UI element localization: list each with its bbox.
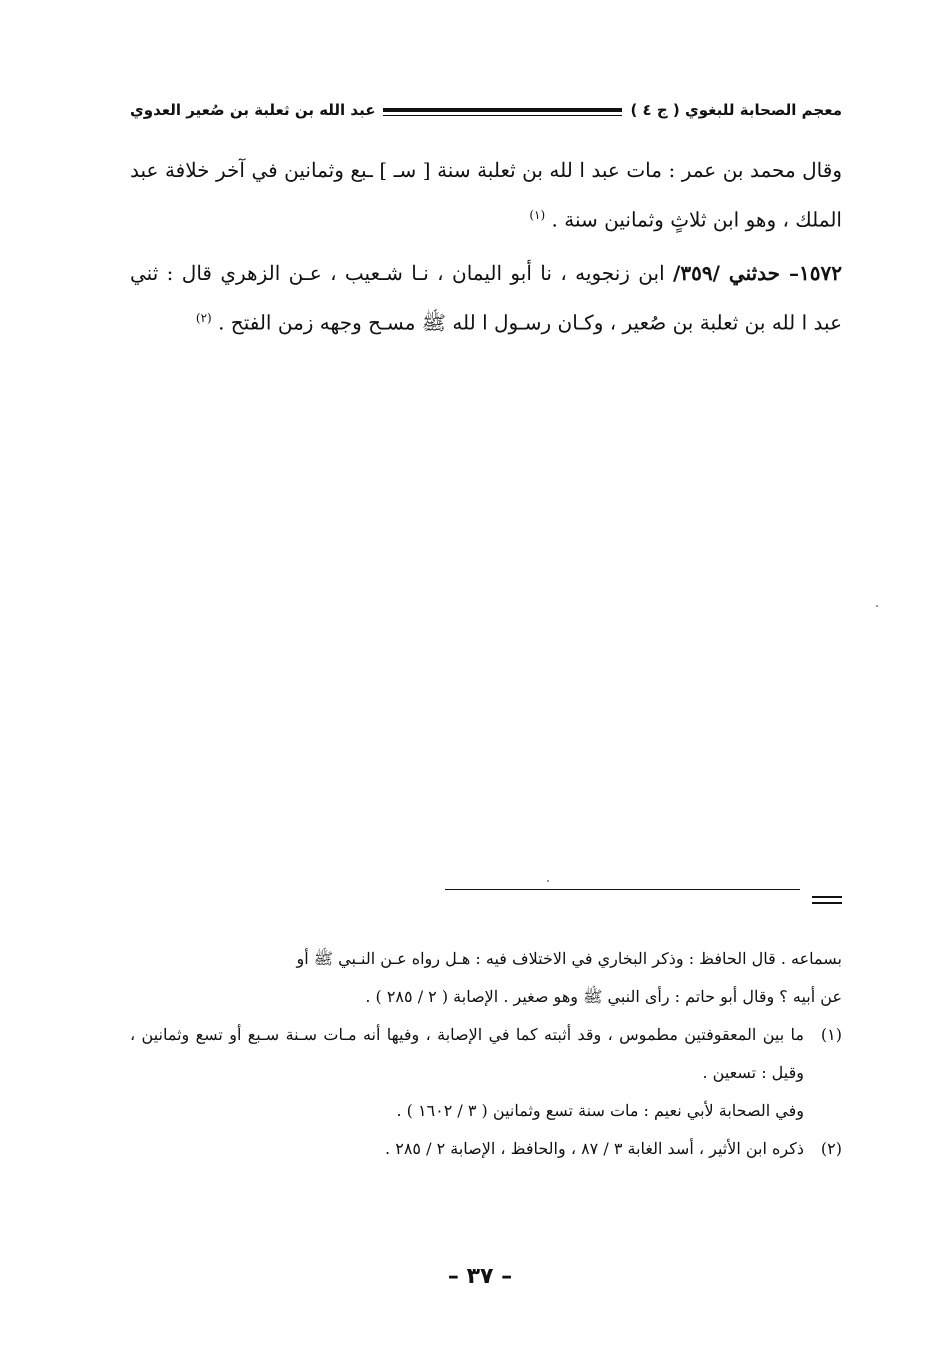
footnote-1: [130, 1016, 842, 1092]
footnote-1-continuation: وفي الصحابة لأبي نعيم : مات سنة تسع وثمانين ( ٣ / ١٦٠٢ ) .: [396, 1101, 804, 1120]
footnote-continuation-line-1: بسماعه . قال الحافظ : وذكر البخاري في الاختلاف فيه : هـل رواه عـن النـبي ﷺ أو: [296, 949, 842, 968]
book-title: معجم الصحابة للبغوي ( ج ٤ ): [630, 101, 842, 119]
page-number: – ٣٧ –: [447, 1264, 513, 1289]
footnote-2: [130, 1130, 842, 1168]
paragraph-2-text: ابن زنجويه ، نا أبو اليمان ، نـا شـعيب ، عـن الزهري قال : ثني عبد ا لله بن ثعلبة بن صُعير ، وكـان رسـول ا لله ﷺ مسـح وجهه زمن الفتح .: [130, 260, 842, 335]
header-rule: [383, 92, 622, 128]
footnote-ref-1: (١): [529, 208, 546, 222]
speck-mark: [876, 605, 878, 607]
footnotes: [130, 940, 842, 1168]
paragraph-2: [130, 251, 842, 346]
footnote-2-number: (٢): [820, 1139, 842, 1158]
footnote-2-text: ذكره ابن الأثير ، أسد الغابة ٣ / ٨٧ ، والحافظ ، الإصابة ٢ / ٢٨٥ .: [385, 1139, 804, 1158]
speck-mark: [547, 880, 549, 882]
main-text: [130, 148, 842, 345]
footnote-ref-2: (٢): [195, 310, 212, 325]
paragraph-1: [130, 148, 842, 243]
hadith-number: ١٥٧٢– حدثني /٣٥٩/: [673, 260, 842, 285]
footnote-1-text: ما بين المعقوفتين مطموس ، وقد أثبته كما في الإصابة ، وفيها أنه مـات سـنة سـبع أو تسع وثمانين ، وقيل : تسعين .: [130, 1025, 804, 1082]
footnote-separator: [445, 889, 800, 890]
paragraph-1-text: وقال محمد بن عمر : مات عبد ا لله بن ثعلبة سنة [ سـ ] ـبع وثمانين في آخر خلافة عبد الملك ، وهو ابن ثلاثٍ وثمانين سنة .: [130, 158, 842, 232]
section-title: عبد الله بن ثعلبة بن صُعير العدوي: [130, 101, 376, 119]
continuation-mark: [812, 893, 842, 907]
running-header: [130, 92, 842, 128]
footnote-1-number: (١): [820, 1025, 842, 1044]
footnote-continuation-line-2: عن أبيه ؟ وقال أبو حاتم : رأى النبي ﷺ وهو صغير . الإصابة ( ٢ / ٢٨٥ ) .: [365, 987, 842, 1006]
